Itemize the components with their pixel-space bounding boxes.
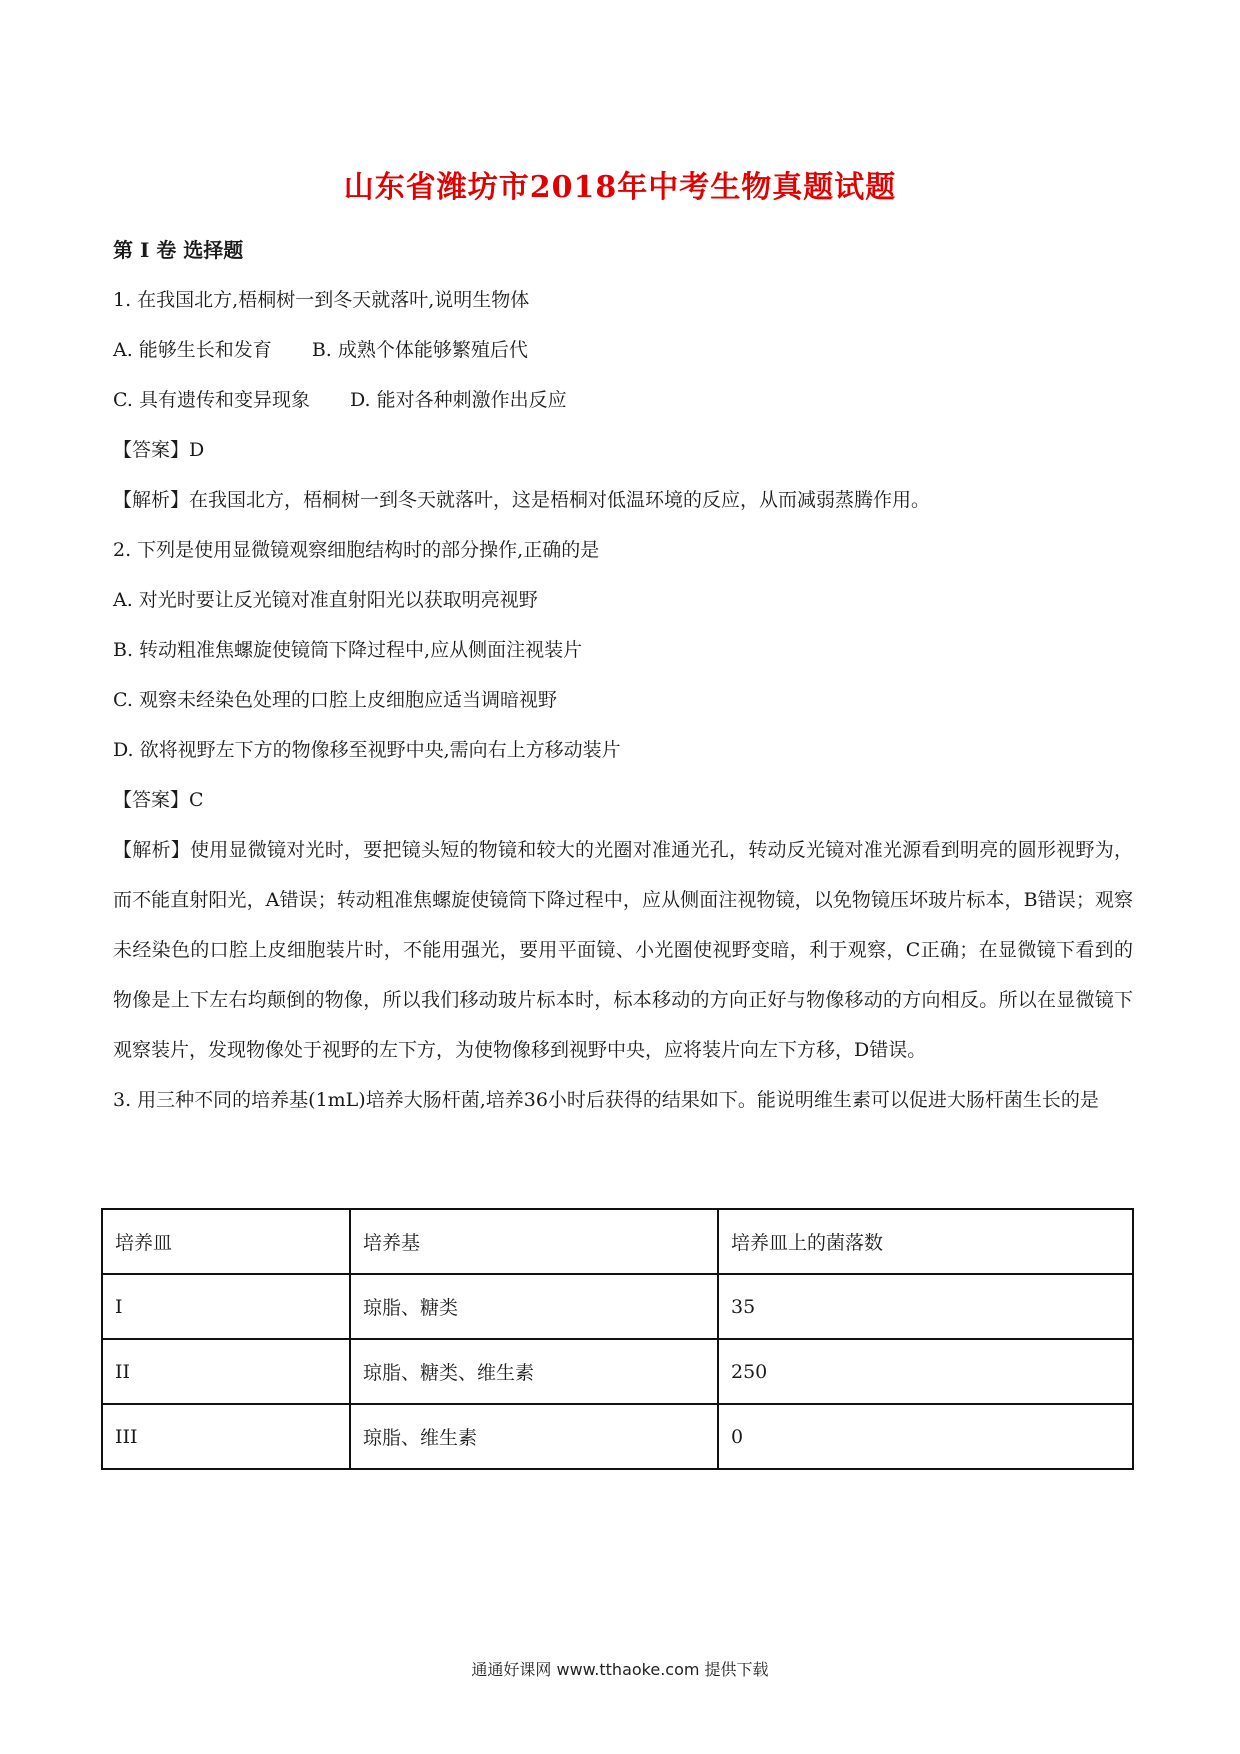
q1-options-row1: [113, 325, 1133, 375]
table-cell: 0: [718, 1404, 1133, 1469]
table-row: [102, 1339, 1133, 1404]
document-body: [113, 225, 1133, 1125]
q1-analysis: 【解析】在我国北方，梧桐树一到冬天就落叶，这是梧桐对低温环境的反应，从而减弱蒸腾作用。: [113, 489, 931, 511]
section-heading: 第 I 卷 选择题: [113, 238, 244, 262]
table-header-row: [102, 1209, 1133, 1274]
table-cell: 琼脂、维生素: [350, 1404, 718, 1469]
q1-option-d: D. 能对各种刺激作出反应: [349, 389, 567, 411]
q2-answer: 【答案】C: [113, 789, 204, 811]
results-table: [101, 1208, 1134, 1470]
q2-option-a: A. 对光时要让反光镜对准直射阳光以获取明亮视野: [113, 589, 538, 611]
table-header-cell: 培养基: [350, 1209, 718, 1274]
q1-stem: 1. 在我国北方,梧桐树一到冬天就落叶,说明生物体: [113, 289, 530, 311]
table-row: [102, 1274, 1133, 1339]
page-footer: 通通好课网 www.tthaoke.com 提供下载: [471, 1660, 769, 1679]
table-header-cell: 培养皿: [102, 1209, 350, 1274]
table-cell: II: [102, 1339, 350, 1404]
q1-options-row2: [113, 375, 1133, 425]
table-cell: 250: [718, 1339, 1133, 1404]
q1-option-a: A. 能够生长和发育: [113, 339, 272, 361]
q2-analysis: 【解析】使用显微镜对光时，要把镜头短的物镜和较大的光圈对准通光孔，转动反光镜对准光源看到明亮的圆形视野为，而不能直射阳光，A错误；转动粗准焦螺旋使镜筒下降过程中，应从侧面注视物镜，以免物镜压坏玻片标本，B错误；观察未经染色的口腔上皮细胞装片时，不能用强光，要用平面镜、小光圈使视野变暗，利于观察，C正确；在显微镜下看到的物像是上下左右均颠倒的物像，所以我们移动玻片标本时，标本移动的方向正好与物像移动的方向相反。所以在显微镜下观察装片，发现物像处于视野的左下方，为使物像移到视野中央，应将装片向左下方移，D错误。: [113, 839, 1133, 1061]
table-cell: I: [102, 1274, 350, 1339]
q1-answer: 【答案】D: [113, 439, 205, 461]
q3-stem: 3. 用三种不同的培养基(1mL)培养大肠杆菌,培养36小时后获得的结果如下。能说明维生素可以促进大肠杆菌生长的是: [113, 1089, 1099, 1111]
table-cell: 琼脂、糖类、维生素: [350, 1339, 718, 1404]
q2-option-d: D. 欲将视野左下方的物像移至视野中央,需向右上方移动装片: [113, 739, 621, 761]
table-cell: 35: [718, 1274, 1133, 1339]
table-header-cell: 培养皿上的菌落数: [718, 1209, 1133, 1274]
q1-option-c: C. 具有遗传和变异现象: [113, 389, 310, 411]
q1-option-b: B. 成熟个体能够繁殖后代: [311, 339, 528, 361]
table-row: [102, 1404, 1133, 1469]
page-title: 山东省潍坊市2018年中考生物真题试题: [343, 170, 897, 205]
q2-option-c: C. 观察未经染色处理的口腔上皮细胞应适当调暗视野: [113, 689, 557, 711]
table-cell: III: [102, 1404, 350, 1469]
q2-option-b: B. 转动粗准焦螺旋使镜筒下降过程中,应从侧面注视装片: [113, 639, 583, 661]
table-cell: 琼脂、糖类: [350, 1274, 718, 1339]
q2-stem: 2. 下列是使用显微镜观察细胞结构时的部分操作,正确的是: [113, 539, 600, 561]
